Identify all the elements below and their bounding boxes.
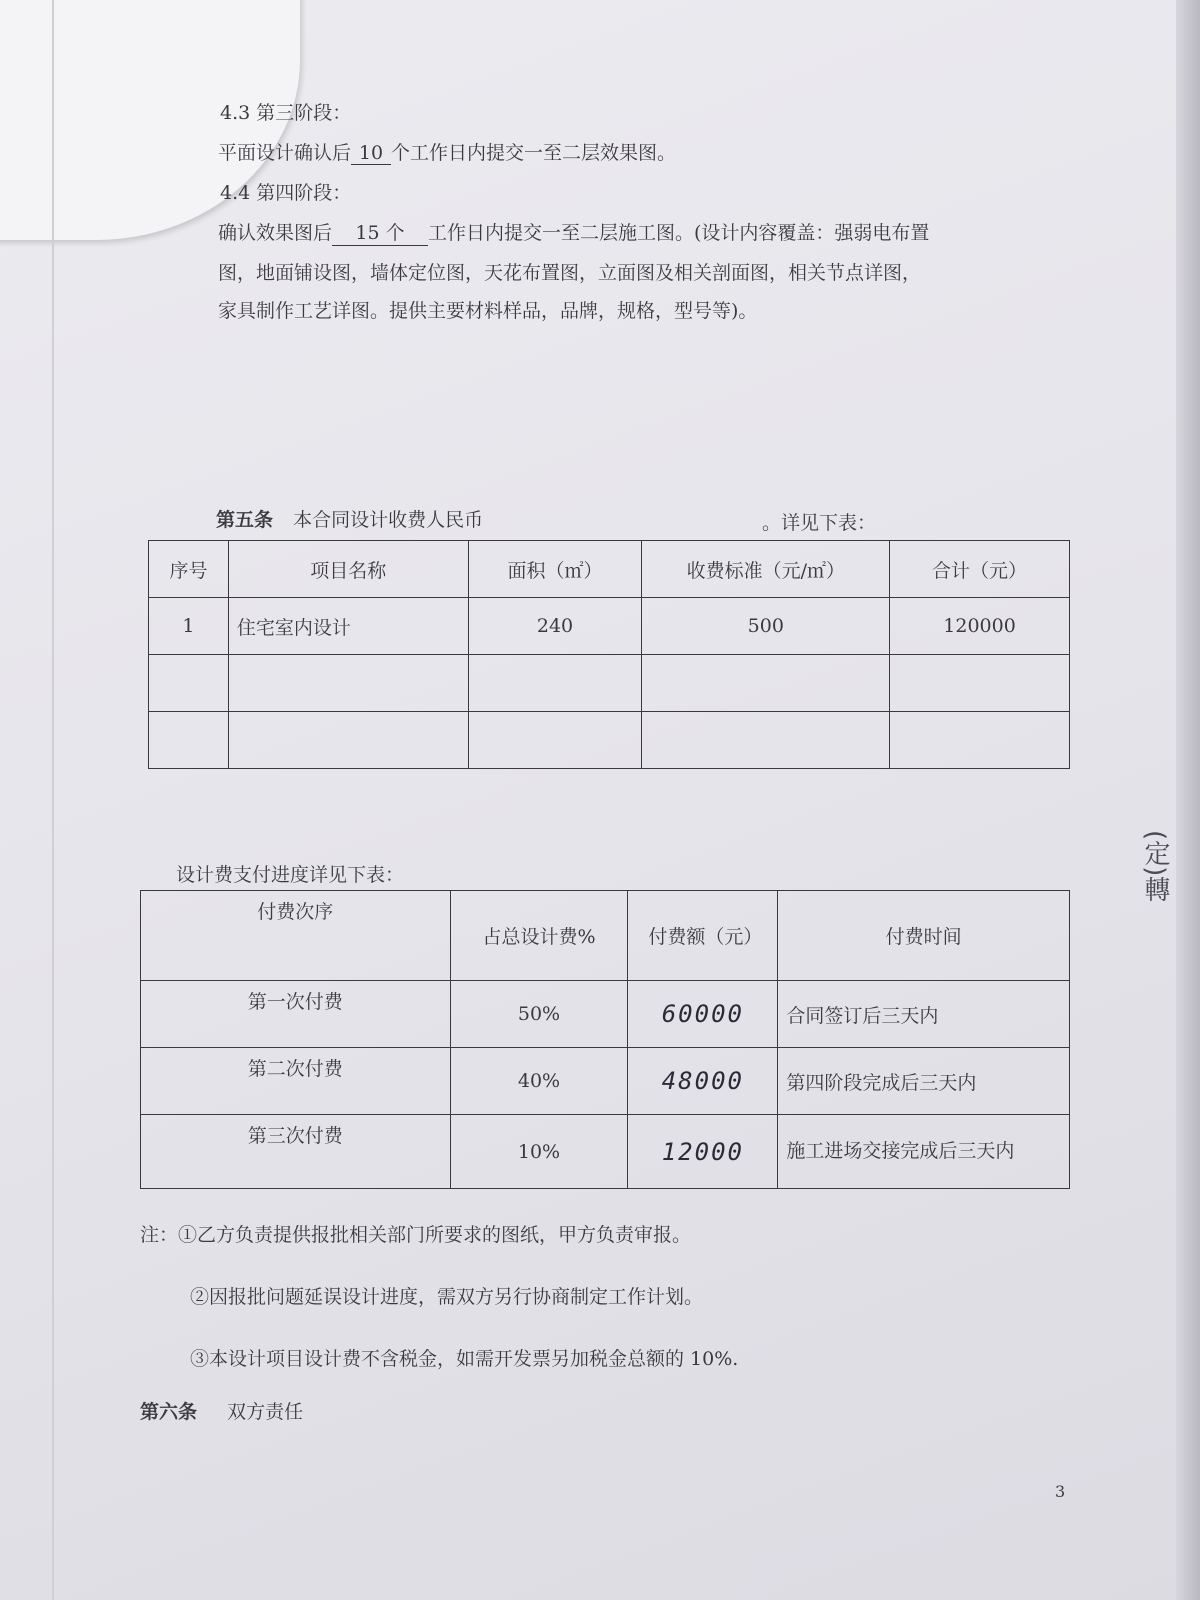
fee-cell-empty xyxy=(890,712,1070,769)
section-4-3-title: 4.3 第三阶段： xyxy=(220,102,352,124)
table-row xyxy=(149,712,1070,769)
handwritten-margin-note: (定)轉 xyxy=(1140,830,1170,903)
fee-cell-empty xyxy=(149,655,229,712)
fee-header-cell: 项目名称 xyxy=(228,541,468,598)
fee-cell-empty xyxy=(642,712,890,769)
table-row xyxy=(141,1048,1070,1115)
fee-cell-empty xyxy=(468,655,642,712)
payment-time: 第四阶段完成后三天内 xyxy=(778,1048,1070,1115)
page-number: 3 xyxy=(1055,1482,1066,1501)
payment-percent: 40% xyxy=(450,1048,628,1115)
note-3: ③本设计项目设计费不含税金，如需开发票另加税金总额的 10%. xyxy=(190,1348,739,1370)
article-5-label: 第五条 xyxy=(216,509,274,531)
payment-header-cell: 付费次序 xyxy=(141,891,451,981)
payment-caption: 设计费支付进度详见下表： xyxy=(176,864,405,886)
payment-header-cell: 付费时间 xyxy=(778,891,1070,981)
payment-order: 第二次付费 xyxy=(141,1048,451,1115)
section-4-4-line3: 家具制作工艺详图。提供主要材料样品，品牌，规格，型号等)。 xyxy=(218,300,758,322)
fee-cell-empty xyxy=(468,712,642,769)
payment-amount-handwritten: 48000 xyxy=(628,1048,778,1115)
article-6-text: 双方责任 xyxy=(227,1401,304,1423)
fee-header-cell: 收费标准（元/㎡） xyxy=(642,541,890,598)
section-4-4-line2: 图，地面铺设图，墙体定位图，天花布置图，立面图及相关剖面图，相关节点详图， xyxy=(218,262,922,284)
payment-time: 合同签订后三天内 xyxy=(778,981,1070,1048)
article-5-text: 本合同设计收费人民币 xyxy=(293,509,484,531)
binding-edge xyxy=(52,0,54,1600)
payment-header-cell: 付费额（元） xyxy=(628,891,778,981)
fee-table xyxy=(148,540,1070,769)
payment-order: 第一次付费 xyxy=(141,981,451,1048)
table-row xyxy=(149,598,1070,655)
fee-table-header-row xyxy=(149,541,1070,598)
fee-cell-total: 120000 xyxy=(890,598,1070,655)
article-5-suffix: 。详见下表： xyxy=(762,512,877,534)
article-6-label: 第六条 xyxy=(140,1401,198,1423)
fee-header-cell: 合计（元） xyxy=(890,541,1070,598)
fee-cell-rate: 500 xyxy=(642,598,890,655)
fee-cell-index: 1 xyxy=(149,598,229,655)
article-5-heading xyxy=(216,505,483,532)
fee-cell-empty xyxy=(228,712,468,769)
payment-header-row xyxy=(141,891,1070,981)
stage3-days: 10 xyxy=(351,142,391,165)
section-4-3-text: 平面设计确认后 10 个工作日内提交一至二层效果图。 xyxy=(218,142,677,164)
payment-table xyxy=(140,890,1070,1189)
fee-cell-empty xyxy=(890,655,1070,712)
payment-percent: 50% xyxy=(450,981,628,1048)
note-2: ②因报批问题延误设计进度，需双方另行协商制定工作计划。 xyxy=(190,1286,704,1308)
payment-amount-handwritten: 12000 xyxy=(628,1115,778,1189)
fee-cell-empty xyxy=(149,712,229,769)
table-row xyxy=(149,655,1070,712)
section-4-4-text: 确认效果图后 15 个 工作日内提交一至二层施工图。(设计内容覆盖：强弱电布置 xyxy=(218,218,929,246)
fee-cell-project: 住宅室内设计 xyxy=(228,598,468,655)
payment-percent: 10% xyxy=(450,1115,628,1189)
payment-time: 施工进场交接完成后三天内 xyxy=(778,1115,1070,1189)
fee-cell-area: 240 xyxy=(468,598,642,655)
section-4-4-title: 4.4 第四阶段： xyxy=(220,182,352,204)
fee-header-cell: 面积（㎡） xyxy=(468,541,642,598)
note-1: 注：①乙方负责提供报批相关部门所要求的图纸，甲方负责审报。 xyxy=(140,1224,692,1246)
page-right-shadow xyxy=(1176,0,1200,1600)
table-row xyxy=(141,981,1070,1048)
fee-header-cell: 序号 xyxy=(149,541,229,598)
payment-amount-handwritten: 60000 xyxy=(628,981,778,1048)
article-6-heading xyxy=(140,1397,303,1424)
table-row xyxy=(141,1115,1070,1189)
fee-cell-empty xyxy=(228,655,468,712)
payment-header-cell: 占总设计费% xyxy=(450,891,628,981)
stage4-days: 15 个 xyxy=(332,218,428,246)
payment-order: 第三次付费 xyxy=(141,1115,451,1189)
fee-cell-empty xyxy=(642,655,890,712)
